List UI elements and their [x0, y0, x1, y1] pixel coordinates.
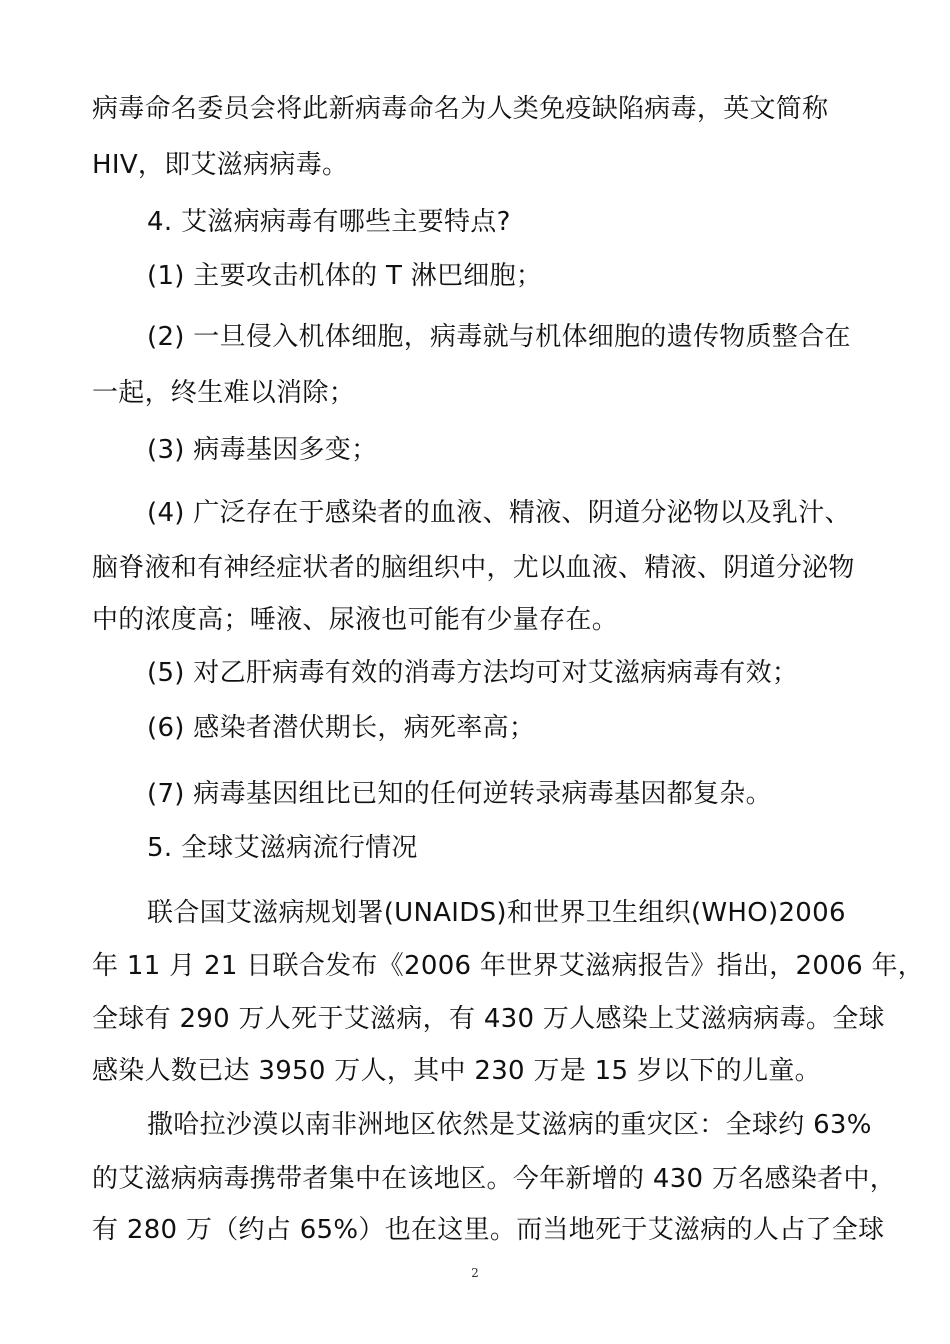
text-line: 一起，终生难以消除； — [92, 378, 356, 408]
text-line: 有 280 万（约占 65%）也在这里。而当地死于艾滋病的人占了全球 — [92, 1215, 885, 1245]
list-item: (4) 广泛存在于感染者的血液、精液、阴道分泌物以及乳汁、 — [147, 498, 851, 528]
page-number: 2 — [471, 1266, 479, 1280]
list-item: (3) 病毒基因多变； — [147, 435, 378, 465]
text-line: HIV，即艾滋病病毒。 — [92, 150, 349, 180]
section-heading: 5. 全球艾滋病流行情况 — [147, 833, 418, 863]
text-line: 感染人数已达 3950 万人，其中 230 万是 15 岁以下的儿童。 — [92, 1056, 821, 1086]
section-heading: 4. 艾滋病病毒有哪些主要特点? — [147, 207, 511, 237]
text-line: 病毒命名委员会将此新病毒命名为人类免疫缺陷病毒，英文简称 — [92, 94, 829, 124]
list-item: (1) 主要攻击机体的 T 淋巴细胞； — [147, 261, 543, 291]
text-line: 的艾滋病病毒携带者集中在该地区。今年新增的 430 万名感染者中， — [92, 1164, 897, 1194]
text-line: 联合国艾滋病规划署(UNAIDS)和世界卫生组织(WHO)2006 — [147, 898, 846, 928]
list-item: (6) 感染者潜伏期长，病死率高； — [147, 713, 536, 743]
list-item: (7) 病毒基因组比已知的任何逆转录病毒基因都复杂。 — [147, 779, 772, 809]
text-line: 脑脊液和有神经症状者的脑组织中，尤以血液、精液、阴道分泌物 — [92, 553, 855, 583]
list-item: (2) 一旦侵入机体细胞，病毒就与机体细胞的遗传物质整合在 — [147, 322, 851, 352]
list-item: (5) 对乙肝病毒有效的消毒方法均可对艾滋病病毒有效； — [147, 658, 799, 688]
text-line: 年 11 月 21 日联合发布《2006 年世界艾滋病报告》指出，2006 年， — [92, 951, 925, 981]
text-line: 全球有 290 万人死于艾滋病，有 430 万人感染上艾滋病病毒。全球 — [92, 1004, 885, 1034]
text-line: 撒哈拉沙漠以南非洲地区依然是艾滋病的重灾区：全球约 63% — [147, 1110, 872, 1140]
text-line: 中的浓度高；唾液、尿液也可能有少量存在。 — [92, 605, 619, 635]
